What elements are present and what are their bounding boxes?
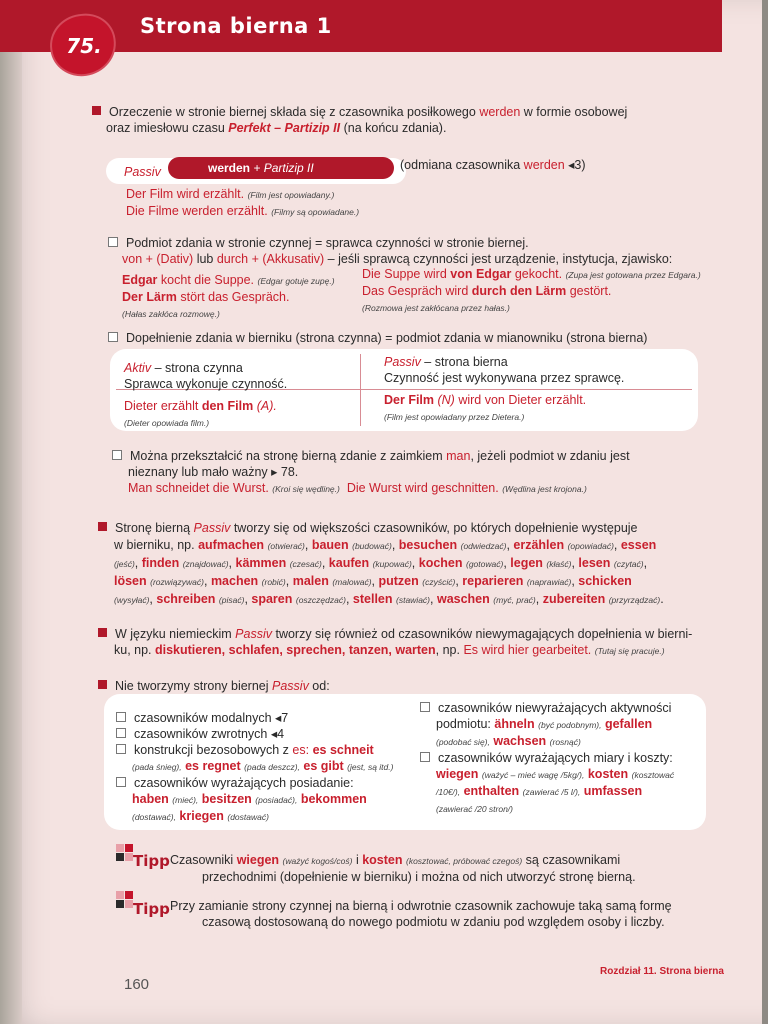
passiv-example: Der Film (N) wird von Dieter erzählt. (Film jest opowiadany przez Dietera.) — [384, 393, 587, 422]
checkbox-square-icon — [420, 702, 430, 712]
intransitive-section: W języku niemieckim Passiv tworzy się również od czasowników niewymagających dopełnienia w bierni- ku, np. diskutieren, schlafen, sprechen, tanzen, warten, np. Es wird hier gearbeitet. (Tutaj się pracuje.) — [98, 626, 708, 659]
bullet-square-icon — [98, 680, 107, 689]
bullet-square-icon — [98, 628, 107, 637]
unit-number: 75. — [66, 34, 102, 58]
agent-examples-active: Edgar kocht die Suppe. (Edgar gotuje zupę.) Der Lärm stört das Gespräch. (Hałas zakłóca rozmowę.) — [122, 273, 335, 319]
tipp-2-text: Przy zamianie strony czynnej na bierną i odwrotnie czasownik zachowuje taką samą formę czasową dostosowaną do nowego podmiotu w zdaniu pod względem osoby i liczby. — [170, 899, 672, 929]
checkbox-square-icon — [116, 728, 126, 738]
checkbox-square-icon — [108, 237, 118, 247]
intro-text: Orzeczenie w stronie biernej składa się z czasownika posiłkowego werden w formie osobowej oraz imiesłowu czasu Perfekt – Partizip II (na końcu zdania). — [92, 104, 692, 136]
checkbox-square-icon — [108, 332, 118, 342]
agent-examples-passive: Die Suppe wird von Edgar gekocht. (Zupa jest gotowana przez Edgara.) Das Gespräch wird durch den Lärm gestört. (Rozmowa jest zakłócana przez hałas.) — [362, 267, 701, 313]
book-spine-shadow — [0, 0, 22, 1024]
checkbox-square-icon — [420, 752, 430, 762]
no-passiv-right-list: czasowników niewyrażających aktywności podmiotu: ähneln (być podobnym), gefallen (podobać się), wachsen (rosnąć) czasowników wyrażających miary i koszty: wiegen (ważyć – mieć wagę /5kg/), kosten (kosztować /10€/), enthalten (zawierać /5 l/), umfassen (zawierać /20 stron/) — [420, 700, 702, 817]
bullet-square-icon — [98, 522, 107, 531]
page-title: Strona bierna 1 — [140, 14, 332, 38]
chapter-footer: Rozdział 11. Strona bierna — [600, 966, 724, 977]
no-passiv-left-list: czasowników modalnych ◂7 czasowników zwrotnych ◂4 konstrukcji bezosobowych z es: es schneit (pada śnieg), es regnet (pada deszcz), es gibt (jest, są itd.) czasowników wyrażających posiadanie: haben (mieć), besitzen (posiadać), bekommen (dostawać), kriegen (dostawać) — [116, 710, 416, 825]
man-section: Można przekształcić na stronę bierną zdanie z zaimkiem man, jeżeli podmiot w zdaniu jest nieznany lub mało ważny ▸ 78. Man schneidet die Wurst. (Kroi się wędlinę.) Die Wurst wird geschnitten. (Wędlina jest krojona.) — [112, 448, 712, 497]
verbs-section: Stronę bierną Passiv tworzy się od większości czasowników, po których dopełnienie występuje w bierniku, np. aufmachen (otwierać), bauen (budować), besuchen (odwiedzać), erzählen (opowiadać), essen (jeść), finden (znajdować), kämmen (czesać), kaufen (kupować), kochen (gotować), legen (kłaść), lesen (czytać), lösen (rozwiązywać), machen (robić), malen (malować), putzen (czyścić), reparieren (naprawiać), schicken (wysyłać), schreiben (pisać), sparen (oszczędzać), stellen (stawiać), waschen (myć, prać), zubereiten (przyrządzać). — [98, 520, 708, 609]
formula-label: Passiv — [124, 165, 161, 179]
page-number: 160 — [124, 976, 150, 993]
tipp-icon — [116, 844, 134, 862]
aktiv-example: Dieter erzählt den Film (A). (Dieter opowiada film.) — [124, 399, 277, 428]
bullet-square-icon — [92, 106, 101, 115]
tipp-label-1: Tipp — [133, 852, 170, 870]
tipp-icon — [116, 891, 134, 909]
formula-note: (odmiana czasownika werden ◂3) — [400, 158, 586, 172]
agent-section: Podmiot zdania w stronie czynnej = sprawca czynności w stronie biernej. von + (Dativ) lub durch + (Akkusativ) – jeśli sprawcą czynności jest urządzenie, instytucja, zjawisko: — [108, 235, 718, 267]
formula-example-2: Die Filme werden erzählt. (Filmy są opowiadane.) — [126, 204, 360, 218]
formula-example-1: Der Film wird erzählt. (Film jest opowiadany.) — [126, 187, 335, 201]
checkbox-square-icon — [116, 744, 126, 754]
checkbox-square-icon — [112, 450, 122, 460]
tipp-1-text: Czasowniki wiegen (ważyć kogoś/coś) i kosten (kosztować, próbować czegoś) są czasownikami przechodnimi (dopełnienie w bierniku) i można od nich utworzyć stronę bierną. — [170, 853, 636, 884]
tipp-label-2: Tipp — [133, 900, 170, 918]
no-passiv-heading: Nie tworzymy strony biernej Passiv od: — [98, 678, 330, 694]
formula-pill: werden + Partizip II — [168, 157, 394, 179]
checkbox-square-icon — [116, 777, 126, 787]
table-column-divider — [360, 354, 361, 426]
object-heading: Dopełnienie zdania w bierniku (strona czynna) = podmiot zdania w mianowniku (strona bierna) — [108, 330, 728, 346]
checkbox-square-icon — [116, 712, 126, 722]
aktiv-cell: Aktiv – strona czynna Sprawca wykonuje czynność. — [124, 361, 288, 391]
passiv-cell: Passiv – strona bierna Czynność jest wykonywana przez sprawcę. — [384, 355, 625, 385]
